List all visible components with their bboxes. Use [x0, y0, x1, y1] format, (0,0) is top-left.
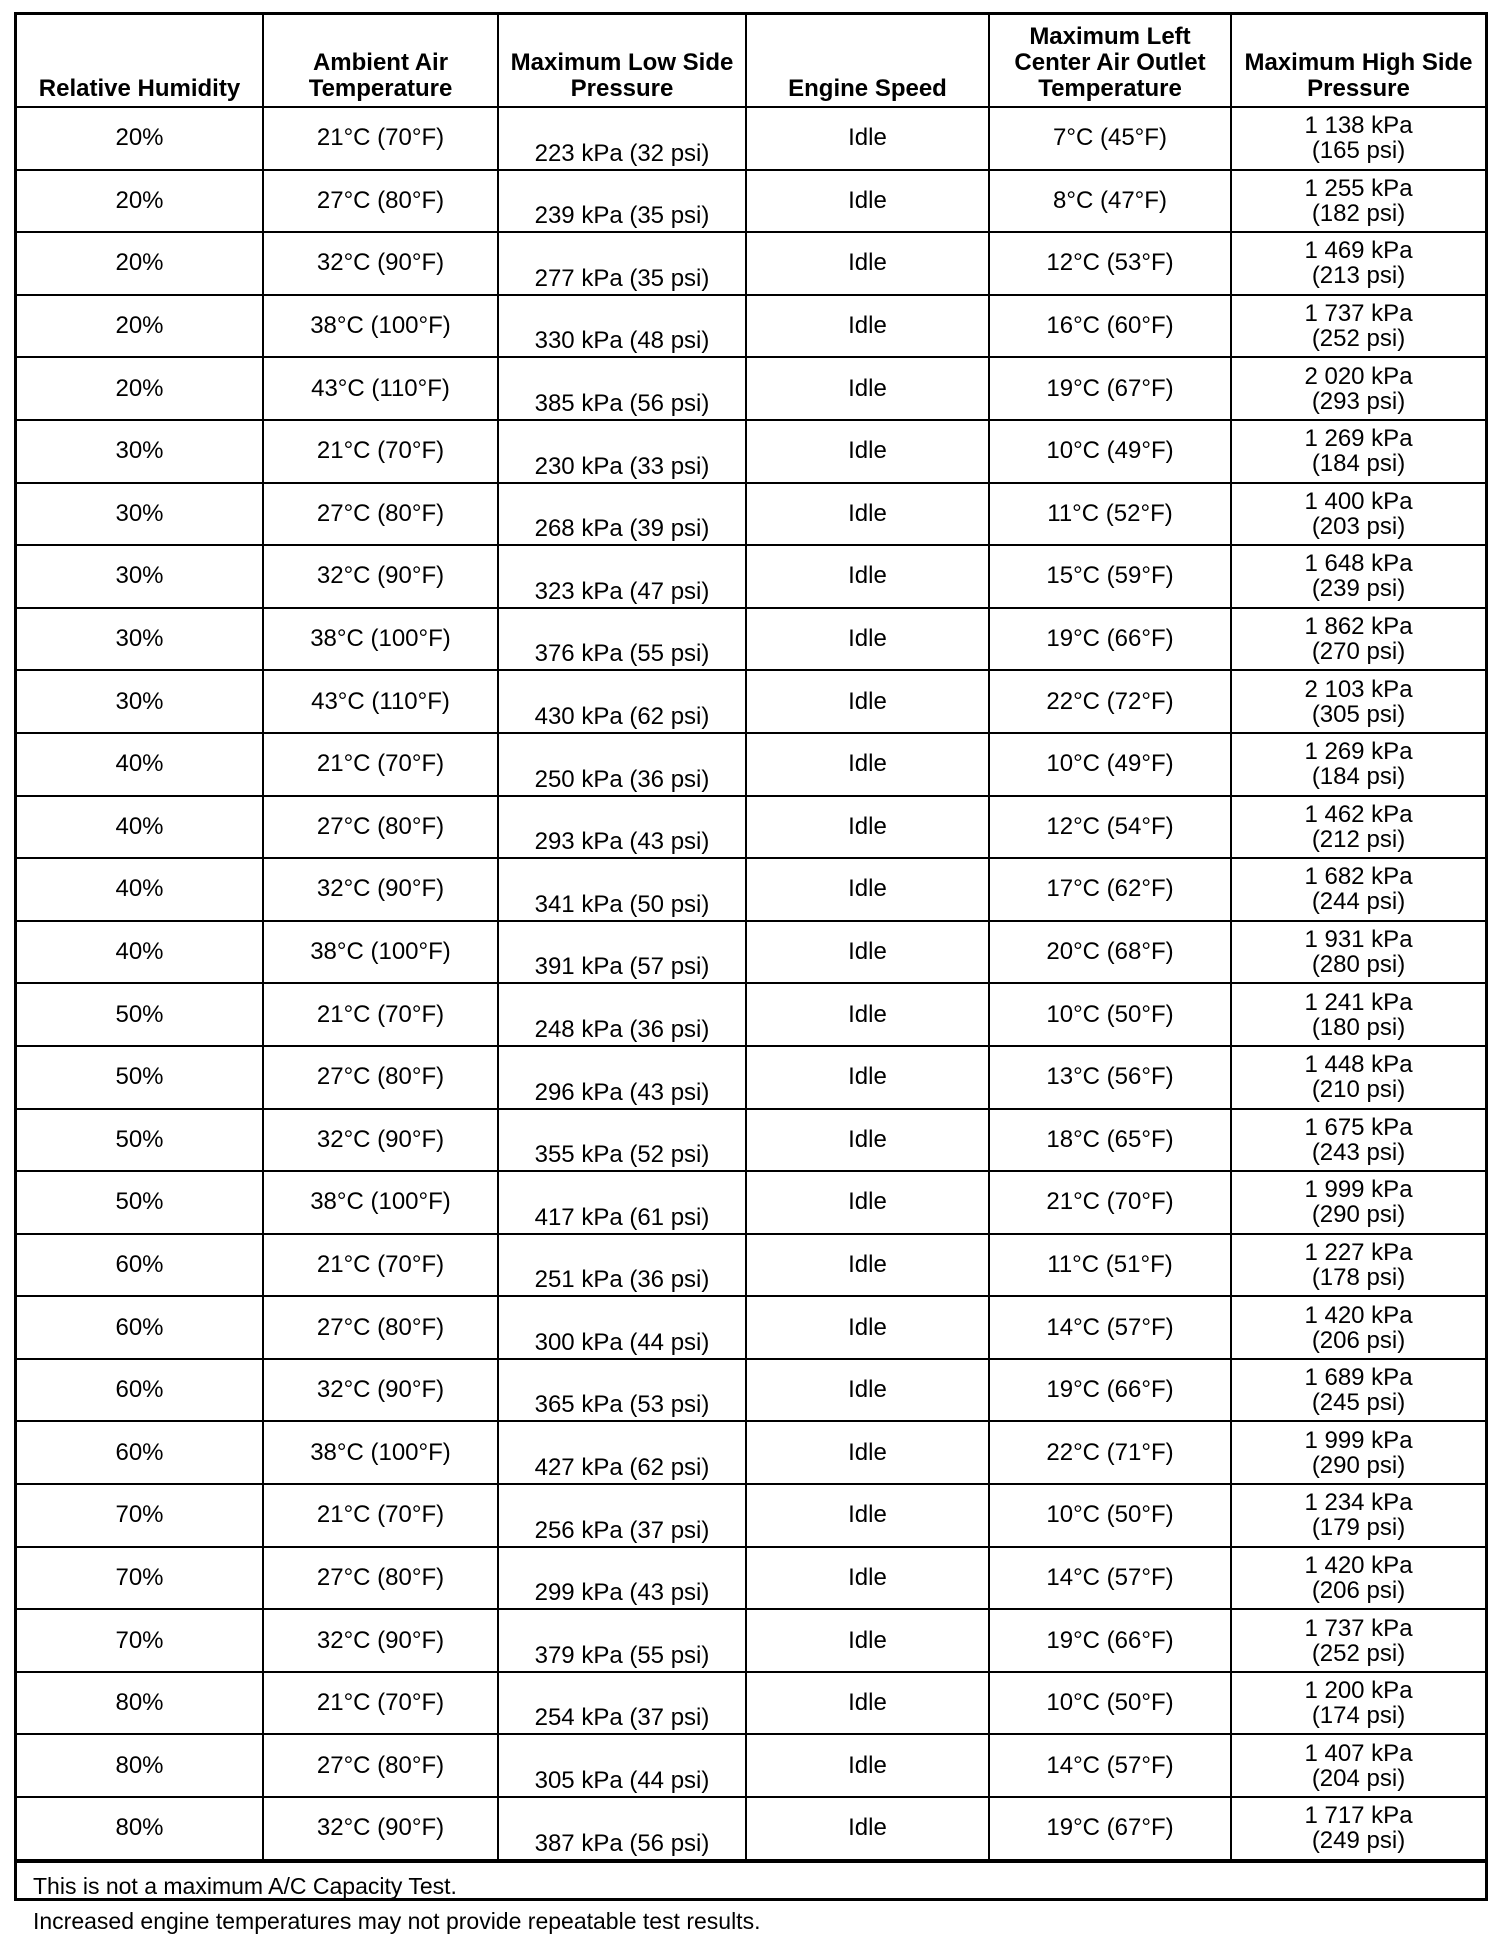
cell-relative-humidity: 50% — [17, 1046, 263, 1109]
cell-maximum-high-side-pressure — [1231, 1234, 1485, 1297]
cell-relative-humidity: 60% — [17, 1421, 263, 1484]
table-row — [17, 1484, 1485, 1547]
cell-relative-humidity: 80% — [17, 1734, 263, 1797]
cell-engine-speed: Idle — [746, 170, 989, 233]
cell-outlet-temperature: 21°C (70°F) — [989, 1171, 1231, 1234]
cell-ambient-air-temperature: 38°C (100°F) — [263, 608, 498, 671]
high-side-psi: (245 psi) — [1311, 1389, 1406, 1417]
cell-maximum-low-side-pressure: 248 kPa (36 psi) — [498, 983, 746, 1046]
high-side-kpa: 1 689 kPa — [1304, 1364, 1413, 1392]
cell-maximum-low-side-pressure: 427 kPa (62 psi) — [498, 1421, 746, 1484]
cell-maximum-low-side-pressure: 376 kPa (55 psi) — [498, 608, 746, 671]
cell-relative-humidity: 40% — [17, 733, 263, 796]
cell-engine-speed: Idle — [746, 1484, 989, 1547]
cell-maximum-low-side-pressure: 230 kPa (33 psi) — [498, 420, 746, 483]
cell-outlet-temperature: 22°C (71°F) — [989, 1421, 1231, 1484]
cell-engine-speed: Idle — [746, 1609, 989, 1672]
table-row — [17, 796, 1485, 859]
header-maximum-low-side-pressure: Maximum Low Side Pressure — [498, 15, 746, 107]
high-side-psi: (280 psi) — [1311, 951, 1406, 979]
cell-maximum-high-side-pressure — [1231, 420, 1485, 483]
high-side-kpa: 1 931 kPa — [1304, 926, 1413, 954]
cell-maximum-high-side-pressure — [1231, 232, 1485, 295]
high-side-psi: (206 psi) — [1311, 1326, 1406, 1354]
cell-outlet-temperature: 17°C (62°F) — [989, 858, 1231, 921]
header-maximum-high-side-pressure: Maximum High Side Pressure — [1231, 15, 1485, 107]
table-row — [17, 545, 1485, 608]
cell-engine-speed: Idle — [746, 1359, 989, 1422]
cell-relative-humidity: 20% — [17, 170, 263, 233]
cell-relative-humidity: 70% — [17, 1609, 263, 1672]
cell-outlet-temperature: 10°C (49°F) — [989, 420, 1231, 483]
cell-maximum-high-side-pressure — [1231, 858, 1485, 921]
cell-outlet-temperature: 10°C (50°F) — [989, 1484, 1231, 1547]
cell-maximum-high-side-pressure — [1231, 1609, 1485, 1672]
cell-maximum-low-side-pressure: 379 kPa (55 psi) — [498, 1609, 746, 1672]
table-row — [17, 921, 1485, 984]
table-row — [17, 670, 1485, 733]
cell-engine-speed: Idle — [746, 858, 989, 921]
cell-maximum-low-side-pressure: 268 kPa (39 psi) — [498, 483, 746, 546]
cell-maximum-low-side-pressure: 239 kPa (35 psi) — [498, 170, 746, 233]
cell-outlet-temperature: 11°C (52°F) — [989, 483, 1231, 546]
cell-maximum-high-side-pressure — [1231, 983, 1485, 1046]
table-header-row — [17, 15, 1485, 107]
cell-maximum-high-side-pressure — [1231, 1046, 1485, 1109]
cell-outlet-temperature: 10°C (49°F) — [989, 733, 1231, 796]
cell-outlet-temperature: 19°C (67°F) — [989, 357, 1231, 420]
table-row — [17, 170, 1485, 233]
cell-relative-humidity: 60% — [17, 1234, 263, 1297]
cell-ambient-air-temperature: 27°C (80°F) — [263, 1296, 498, 1359]
cell-maximum-low-side-pressure: 323 kPa (47 psi) — [498, 545, 746, 608]
cell-engine-speed: Idle — [746, 983, 989, 1046]
cell-outlet-temperature: 19°C (67°F) — [989, 1797, 1231, 1860]
cell-maximum-low-side-pressure: 256 kPa (37 psi) — [498, 1484, 746, 1547]
table-row — [17, 1234, 1485, 1297]
high-side-psi: (178 psi) — [1311, 1263, 1406, 1291]
cell-maximum-high-side-pressure — [1231, 1421, 1485, 1484]
cell-engine-speed: Idle — [746, 295, 989, 358]
cell-engine-speed: Idle — [746, 107, 989, 170]
high-side-kpa: 1 200 kPa — [1304, 1677, 1413, 1705]
cell-relative-humidity: 80% — [17, 1797, 263, 1860]
cell-engine-speed: Idle — [746, 1234, 989, 1297]
high-side-kpa: 1 737 kPa — [1304, 300, 1413, 328]
high-side-psi: (179 psi) — [1311, 1514, 1406, 1542]
cell-relative-humidity: 70% — [17, 1484, 263, 1547]
cell-engine-speed: Idle — [746, 232, 989, 295]
cell-ambient-air-temperature: 21°C (70°F) — [263, 1234, 498, 1297]
high-side-kpa: 1 469 kPa — [1304, 237, 1413, 265]
high-side-psi: (180 psi) — [1311, 1013, 1406, 1041]
high-side-psi: (270 psi) — [1311, 638, 1406, 666]
cell-ambient-air-temperature: 43°C (110°F) — [263, 670, 498, 733]
table-row — [17, 357, 1485, 420]
table-row — [17, 295, 1485, 358]
cell-engine-speed: Idle — [746, 1734, 989, 1797]
cell-maximum-low-side-pressure: 277 kPa (35 psi) — [498, 232, 746, 295]
table-row — [17, 1609, 1485, 1672]
high-side-psi: (203 psi) — [1311, 512, 1406, 540]
cell-relative-humidity: 60% — [17, 1359, 263, 1422]
high-side-kpa: 1 737 kPa — [1304, 1614, 1413, 1642]
cell-maximum-high-side-pressure — [1231, 796, 1485, 859]
cell-engine-speed: Idle — [746, 357, 989, 420]
cell-engine-speed: Idle — [746, 796, 989, 859]
high-side-kpa: 1 717 kPa — [1304, 1802, 1413, 1830]
cell-maximum-high-side-pressure — [1231, 670, 1485, 733]
high-side-kpa: 1 241 kPa — [1304, 988, 1413, 1016]
high-side-psi: (290 psi) — [1311, 1201, 1406, 1229]
table-row — [17, 1109, 1485, 1172]
cell-maximum-low-side-pressure: 300 kPa (44 psi) — [498, 1296, 746, 1359]
cell-relative-humidity: 40% — [17, 858, 263, 921]
high-side-kpa: 1 420 kPa — [1304, 1551, 1413, 1579]
high-side-kpa: 2 103 kPa — [1304, 675, 1413, 703]
high-side-psi: (244 psi) — [1311, 888, 1406, 916]
ac-performance-table-document — [14, 12, 1488, 1934]
cell-maximum-low-side-pressure: 387 kPa (56 psi) — [498, 1797, 746, 1860]
cell-engine-speed: Idle — [746, 1797, 989, 1860]
cell-relative-humidity: 50% — [17, 1171, 263, 1234]
high-side-kpa: 1 862 kPa — [1304, 613, 1413, 641]
cell-engine-speed: Idle — [746, 1421, 989, 1484]
cell-maximum-high-side-pressure — [1231, 1296, 1485, 1359]
cell-relative-humidity: 30% — [17, 420, 263, 483]
cell-outlet-temperature: 22°C (72°F) — [989, 670, 1231, 733]
table-row — [17, 420, 1485, 483]
cell-relative-humidity: 50% — [17, 1109, 263, 1172]
cell-engine-speed: Idle — [746, 1046, 989, 1109]
cell-engine-speed: Idle — [746, 1109, 989, 1172]
cell-outlet-temperature: 14°C (57°F) — [989, 1296, 1231, 1359]
cell-outlet-temperature: 13°C (56°F) — [989, 1046, 1231, 1109]
cell-outlet-temperature: 16°C (60°F) — [989, 295, 1231, 358]
high-side-kpa: 1 138 kPa — [1304, 112, 1413, 140]
cell-relative-humidity: 30% — [17, 545, 263, 608]
table-notes — [17, 1861, 1485, 1939]
cell-maximum-high-side-pressure — [1231, 357, 1485, 420]
cell-ambient-air-temperature: 32°C (90°F) — [263, 1797, 498, 1860]
cell-ambient-air-temperature: 21°C (70°F) — [263, 983, 498, 1046]
high-side-psi: (165 psi) — [1311, 137, 1406, 165]
cell-ambient-air-temperature: 21°C (70°F) — [263, 420, 498, 483]
cell-maximum-low-side-pressure: 430 kPa (62 psi) — [498, 670, 746, 733]
cell-maximum-low-side-pressure: 296 kPa (43 psi) — [498, 1046, 746, 1109]
table-row — [17, 1734, 1485, 1797]
cell-relative-humidity: 30% — [17, 670, 263, 733]
cell-maximum-low-side-pressure: 341 kPa (50 psi) — [498, 858, 746, 921]
cell-outlet-temperature: 8°C (47°F) — [989, 170, 1231, 233]
cell-relative-humidity: 40% — [17, 796, 263, 859]
note-not-capacity-test: This is not a maximum A/C Capacity Test. — [33, 1872, 457, 1899]
cell-outlet-temperature: 10°C (50°F) — [989, 1672, 1231, 1735]
table-row — [17, 107, 1485, 170]
table-row — [17, 1296, 1485, 1359]
note-engine-temperatures: Increased engine temperatures may not provide repeatable test results. — [33, 1907, 761, 1934]
header-relative-humidity: Relative Humidity — [17, 15, 263, 107]
cell-maximum-high-side-pressure — [1231, 107, 1485, 170]
cell-engine-speed: Idle — [746, 921, 989, 984]
high-side-psi: (213 psi) — [1311, 262, 1406, 290]
table-row — [17, 608, 1485, 671]
cell-relative-humidity: 80% — [17, 1672, 263, 1735]
cell-maximum-low-side-pressure: 355 kPa (52 psi) — [498, 1109, 746, 1172]
cell-ambient-air-temperature: 27°C (80°F) — [263, 1046, 498, 1109]
high-side-psi: (182 psi) — [1311, 199, 1406, 227]
cell-outlet-temperature: 7°C (45°F) — [989, 107, 1231, 170]
cell-engine-speed: Idle — [746, 1672, 989, 1735]
cell-maximum-high-side-pressure — [1231, 921, 1485, 984]
high-side-psi: (252 psi) — [1311, 1639, 1406, 1667]
cell-relative-humidity: 20% — [17, 357, 263, 420]
cell-relative-humidity: 20% — [17, 295, 263, 358]
cell-outlet-temperature: 19°C (66°F) — [989, 1359, 1231, 1422]
high-side-psi: (249 psi) — [1311, 1827, 1406, 1855]
cell-maximum-low-side-pressure: 385 kPa (56 psi) — [498, 357, 746, 420]
cell-maximum-low-side-pressure: 391 kPa (57 psi) — [498, 921, 746, 984]
cell-ambient-air-temperature: 32°C (90°F) — [263, 1109, 498, 1172]
cell-relative-humidity: 20% — [17, 232, 263, 295]
cell-maximum-low-side-pressure: 254 kPa (37 psi) — [498, 1672, 746, 1735]
table-row — [17, 1672, 1485, 1735]
table-row — [17, 1046, 1485, 1109]
cell-ambient-air-temperature: 21°C (70°F) — [263, 1672, 498, 1735]
cell-engine-speed: Idle — [746, 545, 989, 608]
cell-outlet-temperature: 14°C (57°F) — [989, 1734, 1231, 1797]
table-row — [17, 1547, 1485, 1610]
high-side-kpa: 1 255 kPa — [1304, 174, 1413, 202]
cell-ambient-air-temperature: 21°C (70°F) — [263, 107, 498, 170]
cell-maximum-high-side-pressure — [1231, 295, 1485, 358]
cell-maximum-high-side-pressure — [1231, 1171, 1485, 1234]
cell-ambient-air-temperature: 21°C (70°F) — [263, 733, 498, 796]
cell-relative-humidity: 40% — [17, 921, 263, 984]
ac-performance-table — [17, 15, 1485, 1861]
table-row — [17, 483, 1485, 546]
cell-relative-humidity: 60% — [17, 1296, 263, 1359]
cell-maximum-low-side-pressure: 299 kPa (43 psi) — [498, 1547, 746, 1610]
high-side-kpa: 1 648 kPa — [1304, 550, 1413, 578]
high-side-kpa: 1 269 kPa — [1304, 425, 1413, 453]
cell-engine-speed: Idle — [746, 1296, 989, 1359]
cell-maximum-high-side-pressure — [1231, 1547, 1485, 1610]
cell-outlet-temperature: 12°C (53°F) — [989, 232, 1231, 295]
cell-engine-speed: Idle — [746, 1547, 989, 1610]
cell-ambient-air-temperature: 27°C (80°F) — [263, 170, 498, 233]
cell-engine-speed: Idle — [746, 420, 989, 483]
table-row — [17, 232, 1485, 295]
cell-ambient-air-temperature: 27°C (80°F) — [263, 1734, 498, 1797]
table-row — [17, 1797, 1485, 1860]
high-side-kpa: 1 400 kPa — [1304, 487, 1413, 515]
high-side-psi: (290 psi) — [1311, 1451, 1406, 1479]
high-side-kpa: 1 420 kPa — [1304, 1301, 1413, 1329]
cell-maximum-high-side-pressure — [1231, 483, 1485, 546]
cell-outlet-temperature: 15°C (59°F) — [989, 545, 1231, 608]
cell-relative-humidity: 30% — [17, 608, 263, 671]
cell-ambient-air-temperature: 32°C (90°F) — [263, 232, 498, 295]
high-side-kpa: 2 020 kPa — [1304, 362, 1413, 390]
header-maximum-left-center-air-outlet-temperature: Maximum Left Center Air Outlet Temperature — [989, 15, 1231, 107]
cell-maximum-high-side-pressure — [1231, 170, 1485, 233]
cell-maximum-low-side-pressure: 330 kPa (48 psi) — [498, 295, 746, 358]
cell-maximum-low-side-pressure: 223 kPa (32 psi) — [498, 107, 746, 170]
cell-relative-humidity: 50% — [17, 983, 263, 1046]
cell-ambient-air-temperature: 27°C (80°F) — [263, 483, 498, 546]
high-side-kpa: 1 675 kPa — [1304, 1113, 1413, 1141]
cell-ambient-air-temperature: 27°C (80°F) — [263, 1547, 498, 1610]
high-side-psi: (210 psi) — [1311, 1076, 1406, 1104]
table-row — [17, 983, 1485, 1046]
cell-outlet-temperature: 20°C (68°F) — [989, 921, 1231, 984]
cell-maximum-high-side-pressure — [1231, 1797, 1485, 1860]
high-side-psi: (239 psi) — [1311, 575, 1406, 603]
cell-maximum-high-side-pressure — [1231, 1359, 1485, 1422]
cell-outlet-temperature: 10°C (50°F) — [989, 983, 1231, 1046]
table-row — [17, 1421, 1485, 1484]
cell-ambient-air-temperature: 32°C (90°F) — [263, 858, 498, 921]
cell-ambient-air-temperature: 32°C (90°F) — [263, 545, 498, 608]
cell-maximum-high-side-pressure — [1231, 1672, 1485, 1735]
high-side-psi: (206 psi) — [1311, 1576, 1406, 1604]
high-side-kpa: 1 407 kPa — [1304, 1739, 1413, 1767]
high-side-psi: (305 psi) — [1311, 700, 1406, 728]
high-side-psi: (184 psi) — [1311, 450, 1406, 478]
high-side-psi: (293 psi) — [1311, 387, 1406, 415]
cell-maximum-high-side-pressure — [1231, 1109, 1485, 1172]
cell-maximum-high-side-pressure — [1231, 545, 1485, 608]
high-side-kpa: 1 448 kPa — [1304, 1051, 1413, 1079]
high-side-psi: (174 psi) — [1311, 1702, 1406, 1730]
cell-ambient-air-temperature: 21°C (70°F) — [263, 1484, 498, 1547]
cell-maximum-high-side-pressure — [1231, 1734, 1485, 1797]
cell-relative-humidity: 70% — [17, 1547, 263, 1610]
cell-ambient-air-temperature: 38°C (100°F) — [263, 921, 498, 984]
table-row — [17, 1359, 1485, 1422]
cell-ambient-air-temperature: 38°C (100°F) — [263, 295, 498, 358]
cell-outlet-temperature: 19°C (66°F) — [989, 1609, 1231, 1672]
cell-ambient-air-temperature: 32°C (90°F) — [263, 1609, 498, 1672]
cell-ambient-air-temperature: 38°C (100°F) — [263, 1421, 498, 1484]
cell-relative-humidity: 20% — [17, 107, 263, 170]
high-side-kpa: 1 999 kPa — [1304, 1426, 1413, 1454]
cell-maximum-high-side-pressure — [1231, 733, 1485, 796]
high-side-kpa: 1 462 kPa — [1304, 800, 1413, 828]
cell-relative-humidity: 30% — [17, 483, 263, 546]
cell-outlet-temperature: 14°C (57°F) — [989, 1547, 1231, 1610]
cell-outlet-temperature: 11°C (51°F) — [989, 1234, 1231, 1297]
cell-ambient-air-temperature: 27°C (80°F) — [263, 796, 498, 859]
table-row — [17, 733, 1485, 796]
cell-ambient-air-temperature: 43°C (110°F) — [263, 357, 498, 420]
cell-outlet-temperature: 12°C (54°F) — [989, 796, 1231, 859]
cell-engine-speed: Idle — [746, 733, 989, 796]
high-side-psi: (204 psi) — [1311, 1764, 1406, 1792]
cell-maximum-low-side-pressure: 417 kPa (61 psi) — [498, 1171, 746, 1234]
cell-engine-speed: Idle — [746, 670, 989, 733]
cell-engine-speed: Idle — [746, 608, 989, 671]
high-side-kpa: 1 227 kPa — [1304, 1238, 1413, 1266]
cell-maximum-low-side-pressure: 365 kPa (53 psi) — [498, 1359, 746, 1422]
high-side-kpa: 1 234 kPa — [1304, 1489, 1413, 1517]
high-side-kpa: 1 999 kPa — [1304, 1176, 1413, 1204]
cell-ambient-air-temperature: 32°C (90°F) — [263, 1359, 498, 1422]
high-side-kpa: 1 269 kPa — [1304, 738, 1413, 766]
header-ambient-air-temperature: Ambient Air Temperature — [263, 15, 498, 107]
header-engine-speed: Engine Speed — [746, 15, 989, 107]
table-row — [17, 1171, 1485, 1234]
high-side-psi: (184 psi) — [1311, 763, 1406, 791]
cell-engine-speed: Idle — [746, 1171, 989, 1234]
high-side-psi: (212 psi) — [1311, 825, 1406, 853]
cell-outlet-temperature: 19°C (66°F) — [989, 608, 1231, 671]
table-row — [17, 858, 1485, 921]
cell-maximum-low-side-pressure: 251 kPa (36 psi) — [498, 1234, 746, 1297]
cell-maximum-low-side-pressure: 293 kPa (43 psi) — [498, 796, 746, 859]
cell-maximum-low-side-pressure: 305 kPa (44 psi) — [498, 1734, 746, 1797]
high-side-psi: (252 psi) — [1311, 325, 1406, 353]
cell-maximum-high-side-pressure — [1231, 1484, 1485, 1547]
high-side-psi: (243 psi) — [1311, 1138, 1406, 1166]
cell-maximum-low-side-pressure: 250 kPa (36 psi) — [498, 733, 746, 796]
cell-maximum-high-side-pressure — [1231, 608, 1485, 671]
high-side-kpa: 1 682 kPa — [1304, 863, 1413, 891]
cell-ambient-air-temperature: 38°C (100°F) — [263, 1171, 498, 1234]
cell-outlet-temperature: 18°C (65°F) — [989, 1109, 1231, 1172]
cell-engine-speed: Idle — [746, 483, 989, 546]
table-body — [17, 107, 1485, 1860]
